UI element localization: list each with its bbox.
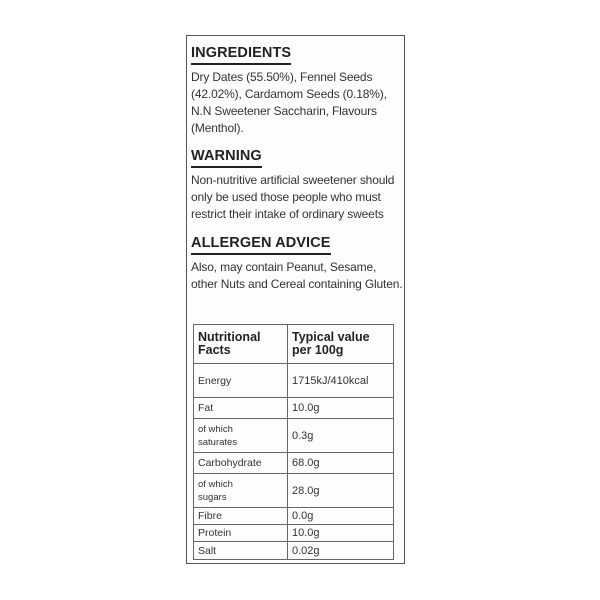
header-value-line: per 100g	[292, 343, 344, 357]
warning-heading: WARNING	[191, 148, 262, 168]
table-row	[194, 419, 394, 453]
table-row	[194, 364, 394, 398]
table-row	[194, 525, 394, 542]
table-row	[194, 508, 394, 525]
header-value-line: Typical value	[292, 330, 370, 344]
nutrient-name	[194, 419, 288, 453]
nutrient-name: Fat	[194, 398, 288, 419]
table-row	[194, 398, 394, 419]
nutrient-value: 28.0g	[288, 474, 394, 508]
nutrient-value: 0.3g	[288, 419, 394, 453]
table-row	[194, 474, 394, 508]
header-name-line: Facts	[198, 343, 231, 357]
nutrient-name	[194, 474, 288, 508]
nutrient-value: 0.02g	[288, 542, 394, 560]
ingredients-heading: INGREDIENTS	[191, 45, 291, 65]
allergen-line: Also, may contain Peanut, Sesame,	[191, 260, 377, 274]
ingredients-line: Dry Dates (55.50%), Fennel Seeds	[191, 70, 373, 84]
nutrition-header-name	[194, 325, 288, 364]
nutrient-name-line: of which	[198, 478, 233, 490]
nutrient-value: 10.0g	[288, 398, 394, 419]
ingredients-line: N.N Sweetener Saccharin, Flavours	[191, 104, 377, 118]
nutrient-value: 10.0g	[288, 525, 394, 542]
header-name-line: Nutritional	[198, 330, 261, 344]
nutrition-table	[193, 324, 394, 560]
allergen-section	[191, 234, 402, 293]
nutrient-name-line: of which	[198, 423, 233, 435]
table-row	[194, 453, 394, 474]
warning-line: restrict their intake of ordinary sweets	[191, 207, 384, 221]
ingredients-line: (Menthol).	[191, 121, 244, 135]
ingredients-text	[191, 69, 402, 137]
warning-section	[191, 147, 402, 223]
warning-text	[191, 172, 402, 223]
nutrient-name: Carbohydrate	[194, 453, 288, 474]
nutrient-name-line: saturates	[198, 436, 238, 448]
table-row	[194, 542, 394, 560]
nutrient-value: 68.0g	[288, 453, 394, 474]
nutrient-name: Energy	[194, 364, 288, 398]
nutrient-name-line: sugars	[198, 491, 227, 503]
nutrient-name: Protein	[194, 525, 288, 542]
ingredients-section	[191, 44, 402, 137]
nutrient-value: 1715kJ/410kcal	[288, 364, 394, 398]
allergen-line: other Nuts and Cereal containing Gluten.	[191, 277, 403, 291]
allergen-heading: ALLERGEN ADVICE	[191, 235, 331, 255]
product-label-panel	[186, 35, 405, 564]
warning-line: Non-nutritive artificial sweetener should	[191, 173, 395, 187]
nutrition-header-value	[288, 325, 394, 364]
nutrient-name: Salt	[194, 542, 288, 560]
ingredients-line: (42.02%), Cardamom Seeds (0.18%),	[191, 87, 387, 101]
warning-line: only be used those people who must	[191, 190, 381, 204]
nutrition-header-row	[194, 325, 394, 364]
allergen-text	[191, 259, 402, 293]
nutrient-name: Fibre	[194, 508, 288, 525]
nutrient-value: 0.0g	[288, 508, 394, 525]
